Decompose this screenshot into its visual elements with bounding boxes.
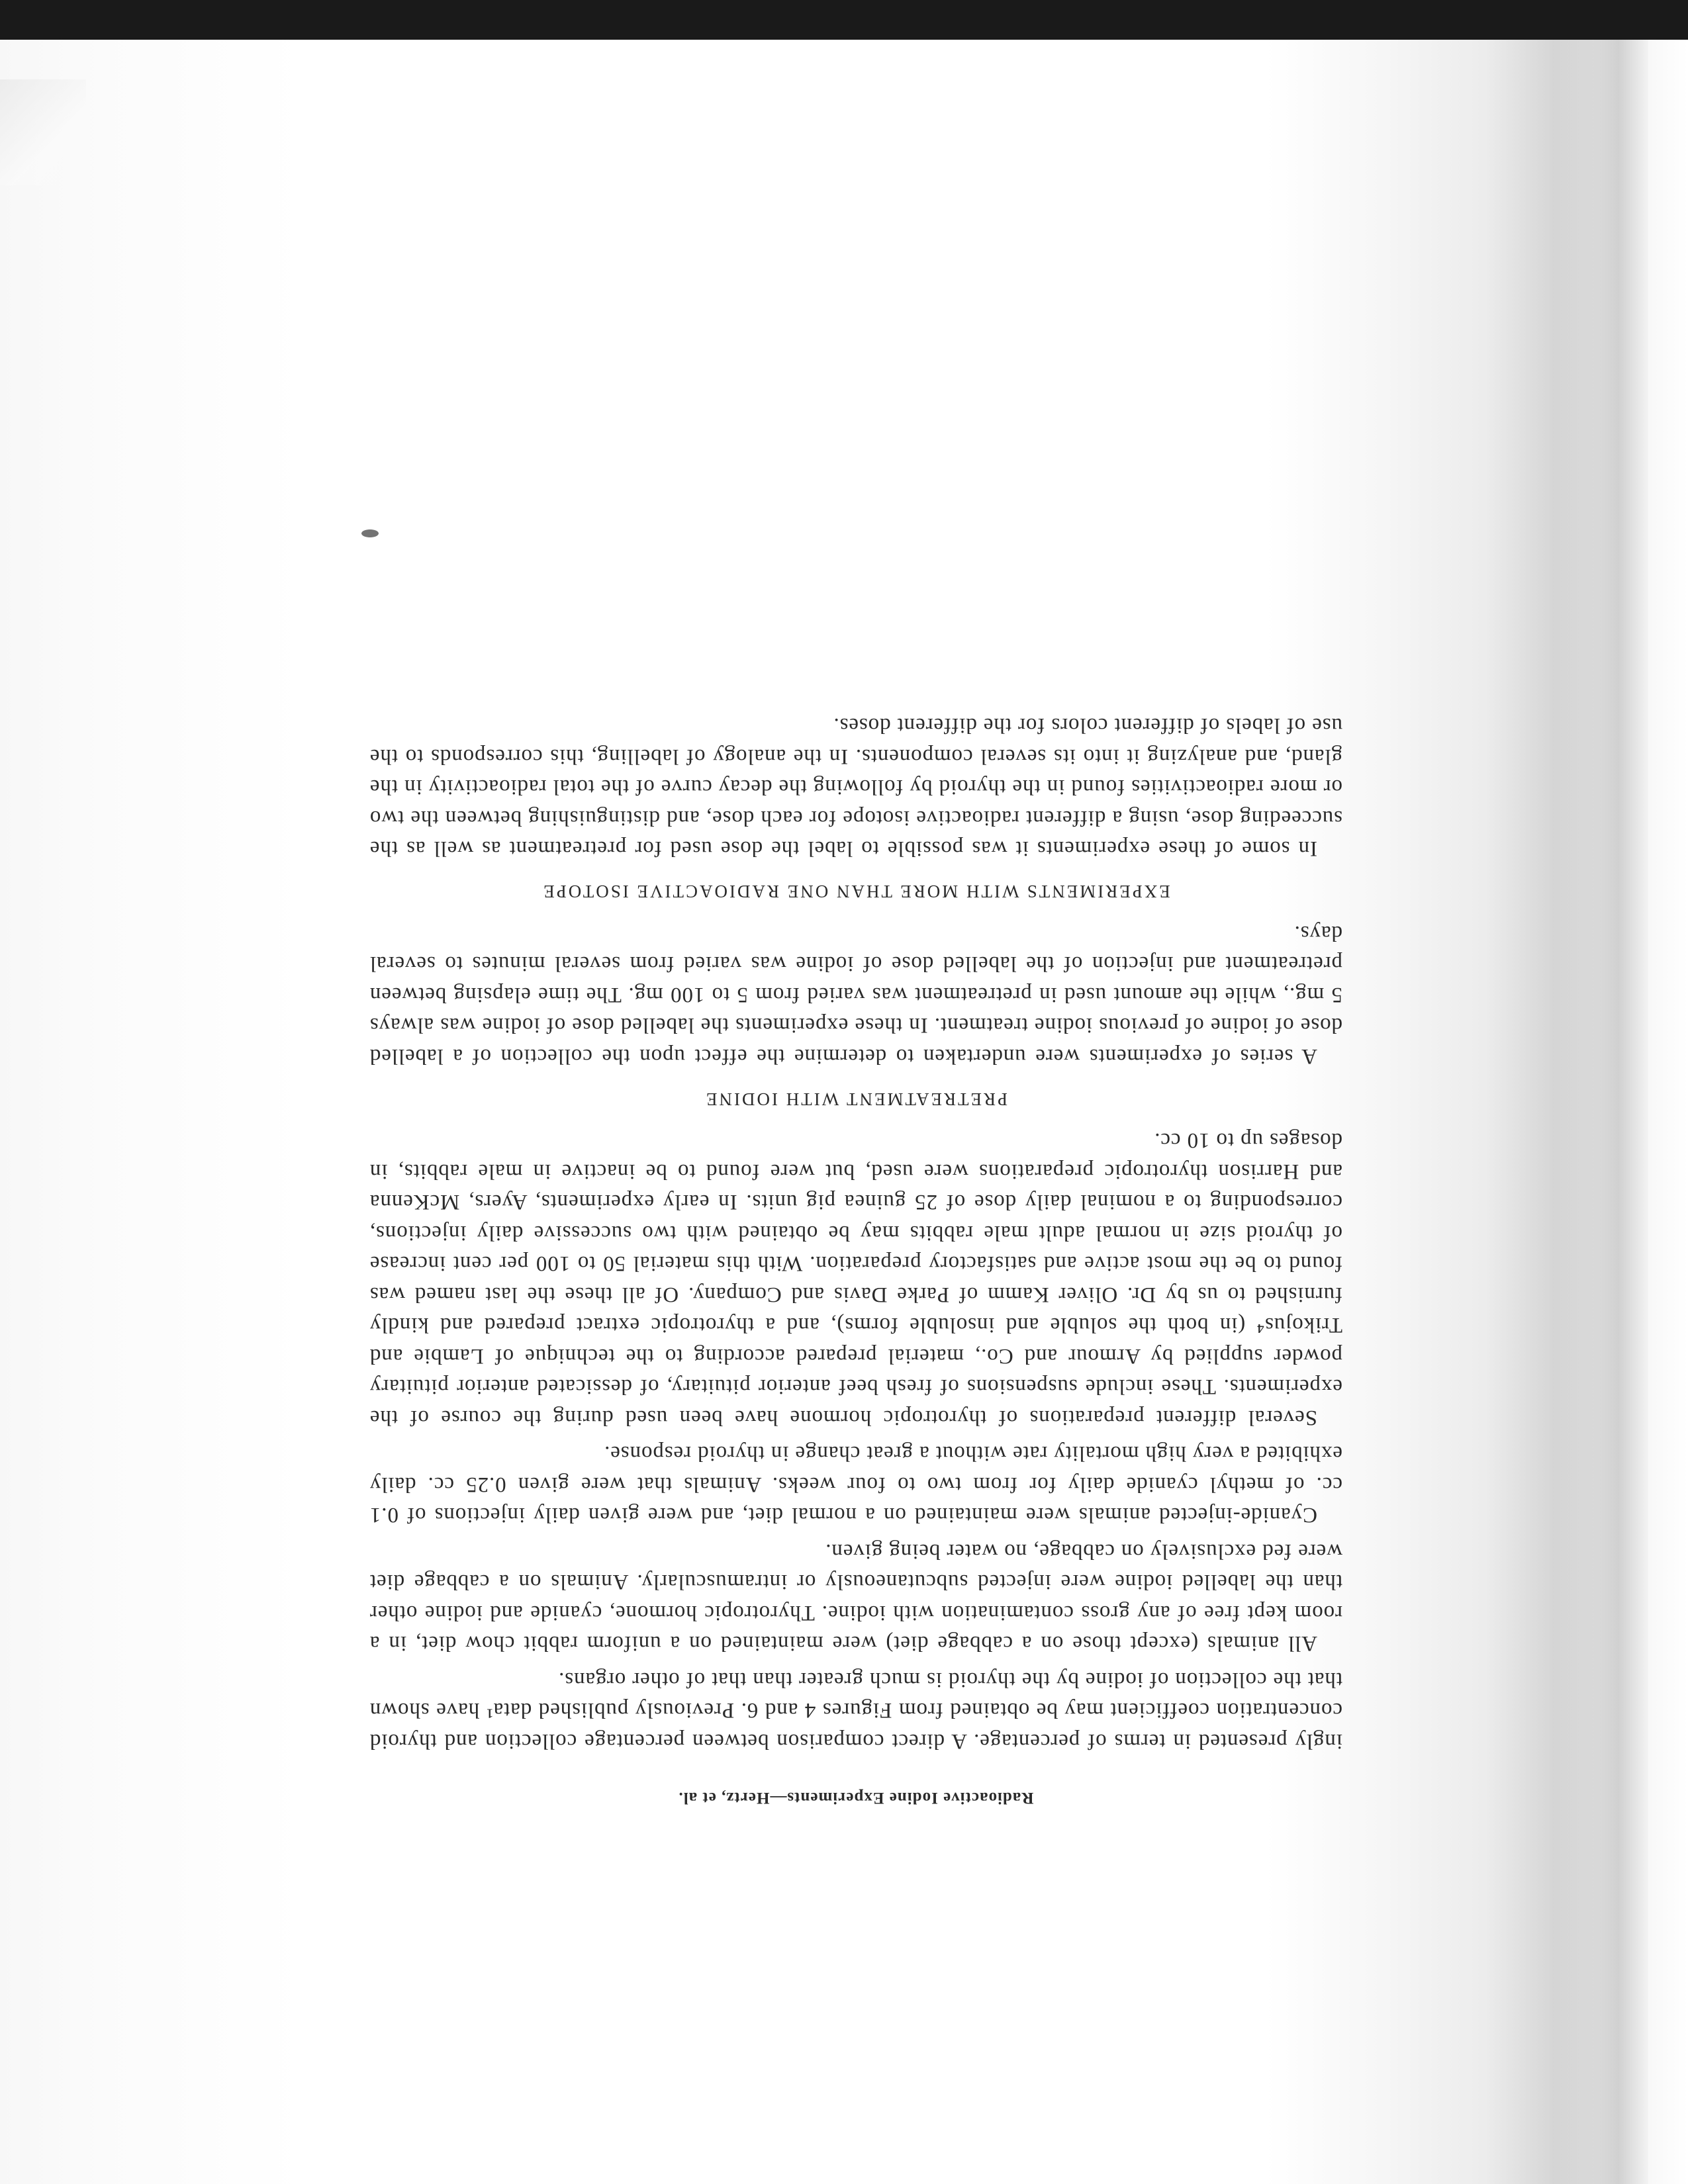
scan-top-border — [0, 0, 1688, 44]
paragraph-animals-diet: All animals (except those on a cabbage diet) were maintained on a uniform rabbit chow diet, in a room kept free of any gross contamination with iodine. Thyrotropic hormone, cyanide and iodine other than the labelled iodine were injected subcutaneously or intramuscularly. Animals on a cabbage diet were fed exclusively on cabbage, no water being given. — [369, 1539, 1342, 1656]
running-head: Radioactive Iodine Experiments—Hertz, et al. — [678, 1789, 1034, 1807]
paragraph-pretreatment: A series of experiments were undertaken to determine the effect upon the collection of a labelled dose of iodine of previous iodine treatment. In these experiments the labelled dose of iodine was always 5 mg., while the amount used in pretreatment was varied from 5 to 100 mg. The time elapsing between pretreatment and injection of the labelled dose of iodine was varied from several minutes to several days. — [369, 921, 1342, 1068]
body-text — [369, 710, 1342, 1756]
section-heading-pretreatment: PRETREATMENT WITH IODINE — [704, 1089, 1008, 1109]
paragraph-isotope: In some of these experiments it was possible to label the dose used for pretreatment as well as the succeeding dose, using a different radioactive isotope for each dose, and distinguishing between the two or more radioactivities found in the thyroid by following the decay curve of the total radioactivity in the gland, and analyzing it into its several components. In the analogy of labelling, this corresponds to the use of labels of different colors for the different doses. — [369, 713, 1342, 861]
paragraph-cyanide: Cyanide-injected animals were maintained on a normal diet, and were given daily injections of 0.1 cc. of methyl cyanide daily for from two to four weeks. Animals that were given 0.25 cc. daily exhibited a very high mortality rate without a great change in thyroid response. — [369, 1441, 1342, 1527]
binding-shadow — [1549, 40, 1648, 2184]
paragraph-intro-continuation: ingly presented in terms of percentage. A direct comparison between percentage collection and thyroid concentration coefficient may be obtained from Figures 4 and 6. Previously published data¹ have shown that the collection of iodine by the thyroid is much greater than that of other organs. — [369, 1668, 1342, 1753]
section-heading-isotope: EXPERIMENTS WITH MORE THAN ONE RADIOACTIVE ISOTOPE — [541, 882, 1170, 902]
page-corner-fold — [0, 79, 86, 185]
paragraph-thyrotropic: Several different preparations of thyrotropic hormone have been used during the course of the experiments. These include suspensions of fresh beef anterior pituitary, of dessicated anterior pituitary powder supplied by Armour and Co., material prepared according to the technique of Lambie and Trikojus⁴ (in both the soluble and insoluble forms), and a thyrotropic extract prepared and kindly furnished to us by Dr. Oliver Kamm of Parke Davis and Company. Of all these the last named was found to be the most active and satisfactory preparation. With this material 50 to 100 per cent increase of thyroid size in normal adult male rabbits may be obtained with two successive daily injections, corresponding to a nominal daily dose of 25 guinea pig units. In early experiments, Ayers, McKenna and Harrison thyrotropic preparations were used, but were found to be inactive in male rabbits, in dosages up to 10 cc. — [369, 1128, 1342, 1430]
rotated-text-block — [369, 397, 1342, 1807]
